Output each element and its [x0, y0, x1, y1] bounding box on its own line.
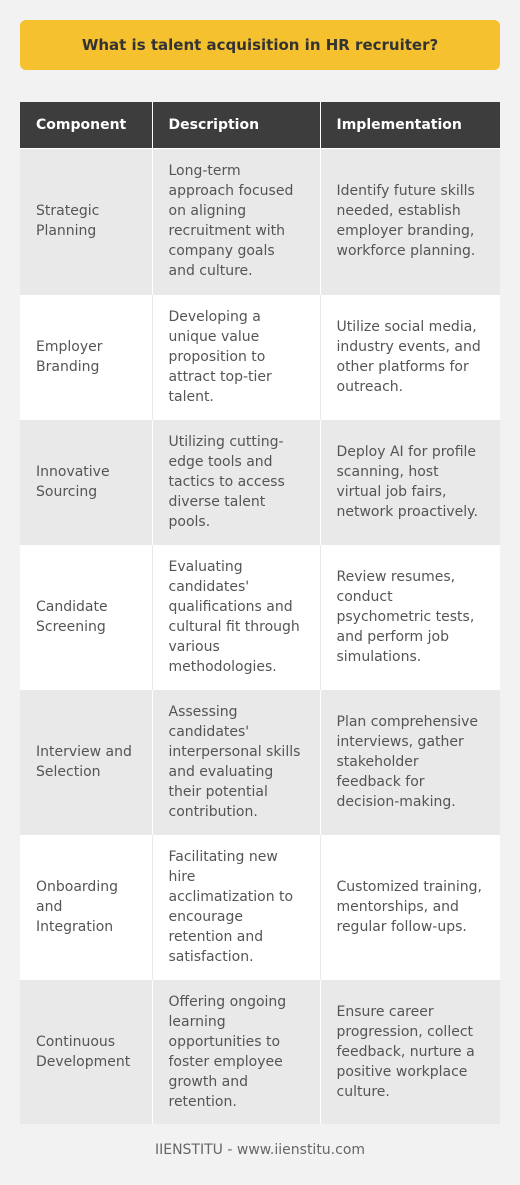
cell-description: Evaluating candidates' qualifications and cultural fit through various methodologies.	[152, 544, 320, 689]
cell-component: Continuous Development	[20, 979, 152, 1124]
table-header-row	[20, 102, 500, 148]
header-component: Component	[20, 102, 152, 148]
cell-component: Onboarding and Integration	[20, 834, 152, 979]
table-row	[20, 148, 500, 294]
title-banner	[20, 20, 500, 70]
cell-description: Assessing candidates' interpersonal skills and evaluating their potential contribution.	[152, 689, 320, 834]
table-row	[20, 834, 500, 979]
cell-component: Interview and Selection	[20, 689, 152, 834]
cell-description: Utilizing cutting-edge tools and tactics to access diverse talent pools.	[152, 419, 320, 544]
cell-implementation: Review resumes, conduct psychometric tests, and perform job simulations.	[320, 544, 500, 689]
cell-component: Strategic Planning	[20, 148, 152, 294]
cell-implementation: Plan comprehensive interviews, gather stakeholder feedback for decision-making.	[320, 689, 500, 834]
cell-component: Innovative Sourcing	[20, 419, 152, 544]
cell-implementation: Deploy AI for profile scanning, host virtual job fairs, network proactively.	[320, 419, 500, 544]
cell-description: Facilitating new hire acclimatization to encourage retention and satisfaction.	[152, 834, 320, 979]
cell-implementation: Customized training, mentorships, and regular follow-ups.	[320, 834, 500, 979]
cell-implementation: Identify future skills needed, establish employer branding, workforce planning.	[320, 148, 500, 294]
header-implementation: Implementation	[336, 116, 462, 133]
cell-description: Offering ongoing learning opportunities to foster employee growth and retention.	[152, 979, 320, 1124]
cell-implementation: Utilize social media, industry events, and other platforms for outreach.	[320, 294, 500, 419]
cell-component: Candidate Screening	[20, 544, 152, 689]
cell-component: Employer Branding	[20, 294, 152, 419]
table-row	[20, 419, 500, 544]
cell-description: Long-term approach focused on aligning recruitment with company goals and culture.	[152, 148, 320, 294]
table-row	[20, 689, 500, 834]
footer-credit: IIENSTITU - www.iienstitu.com	[154, 1142, 366, 1158]
table-row	[20, 294, 500, 419]
table-row	[20, 979, 500, 1124]
cell-description: Developing a unique value proposition to attract top-tier talent.	[152, 294, 320, 419]
table-row	[20, 544, 500, 689]
header-description: Description	[152, 102, 320, 148]
talent-acquisition-table	[20, 102, 500, 1124]
cell-implementation: Ensure career progression, collect feedback, nurture a positive workplace culture.	[320, 979, 500, 1124]
page-title: What is talent acquisition in HR recruiter?	[81, 36, 439, 54]
